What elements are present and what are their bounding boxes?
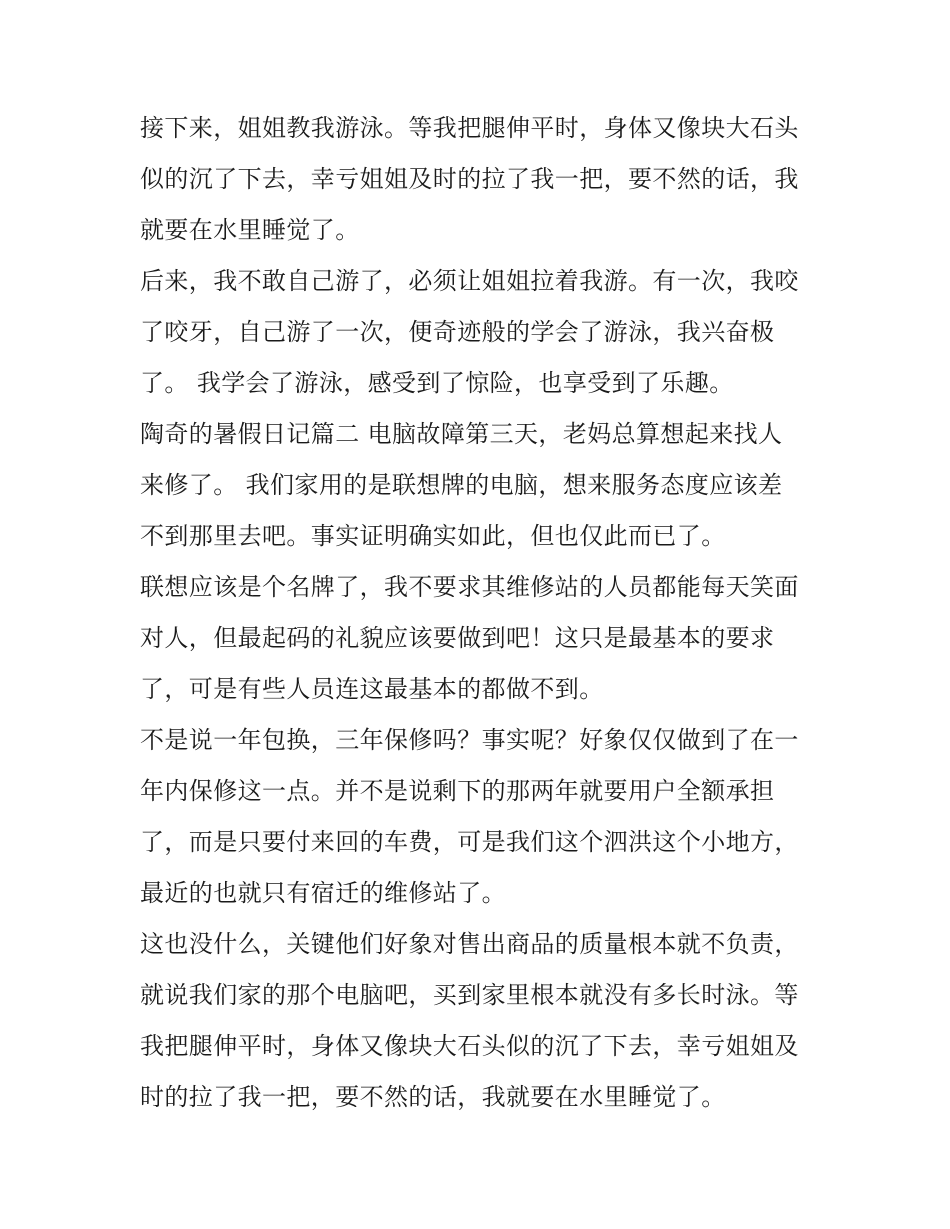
text-line: 年内保修这一点。并不是说剩下的那两年就要用户全额承担 — [140, 777, 775, 805]
text-line: 了咬牙，自己游了一次，便奇迹般的学会了游泳，我兴奋极 — [140, 318, 775, 346]
text-line: 就说我们家的那个电脑吧，买到家里根本就没有多长时泳。等 — [140, 981, 799, 1009]
text-line: 了，而是只要付来回的车费，可是我们这个泗洪这个小地方， — [140, 828, 799, 856]
text-line: 就要在水里睡觉了。 — [140, 216, 360, 244]
text-line: 后来，我不敢自己游了，必须让姐姐拉着我游。有一次，我咬 — [140, 267, 799, 295]
text-line: 我把腿伸平时，身体又像块大石头似的沉了下去，幸亏姐姐及 — [140, 1032, 799, 1060]
text-line: 了。 我学会了游泳，感受到了惊险，也享受到了乐趣。 — [140, 369, 734, 397]
text-line: 联想应该是个名牌了，我不要求其维修站的人员都能每天笑面 — [140, 573, 799, 601]
text-line: 陶奇的暑假日记篇二 电脑故障第三天，老妈总算想起来找人 — [140, 420, 783, 448]
text-line: 对人，但最起码的礼貌应该要做到吧！这只是最基本的要求 — [140, 624, 775, 652]
body-text — [140, 103, 820, 1123]
text-line: 时的拉了我一把，要不然的话，我就要在水里睡觉了。 — [140, 1083, 726, 1111]
text-line: 来修了。 我们家用的是联想牌的电脑，想来服务态度应该差 — [140, 471, 783, 499]
text-line: 不到那里去吧。事实证明确实如此，但也仅此而已了。 — [140, 522, 726, 550]
text-line: 最近的也就只有宿迁的维修站了。 — [140, 879, 506, 907]
text-line: 了，可是有些人员连这最基本的都做不到。 — [140, 675, 604, 703]
text-line: 不是说一年包换，三年保修吗？事实呢？好象仅仅做到了在一 — [140, 726, 799, 754]
text-line: 接下来，姐姐教我游泳。等我把腿伸平时，身体又像块大石头 — [140, 114, 799, 142]
text-line: 似的沉了下去，幸亏姐姐及时的拉了我一把，要不然的话，我 — [140, 165, 799, 193]
text-line: 这也没什么，关键他们好象对售出商品的质量根本就不负责， — [140, 930, 799, 958]
